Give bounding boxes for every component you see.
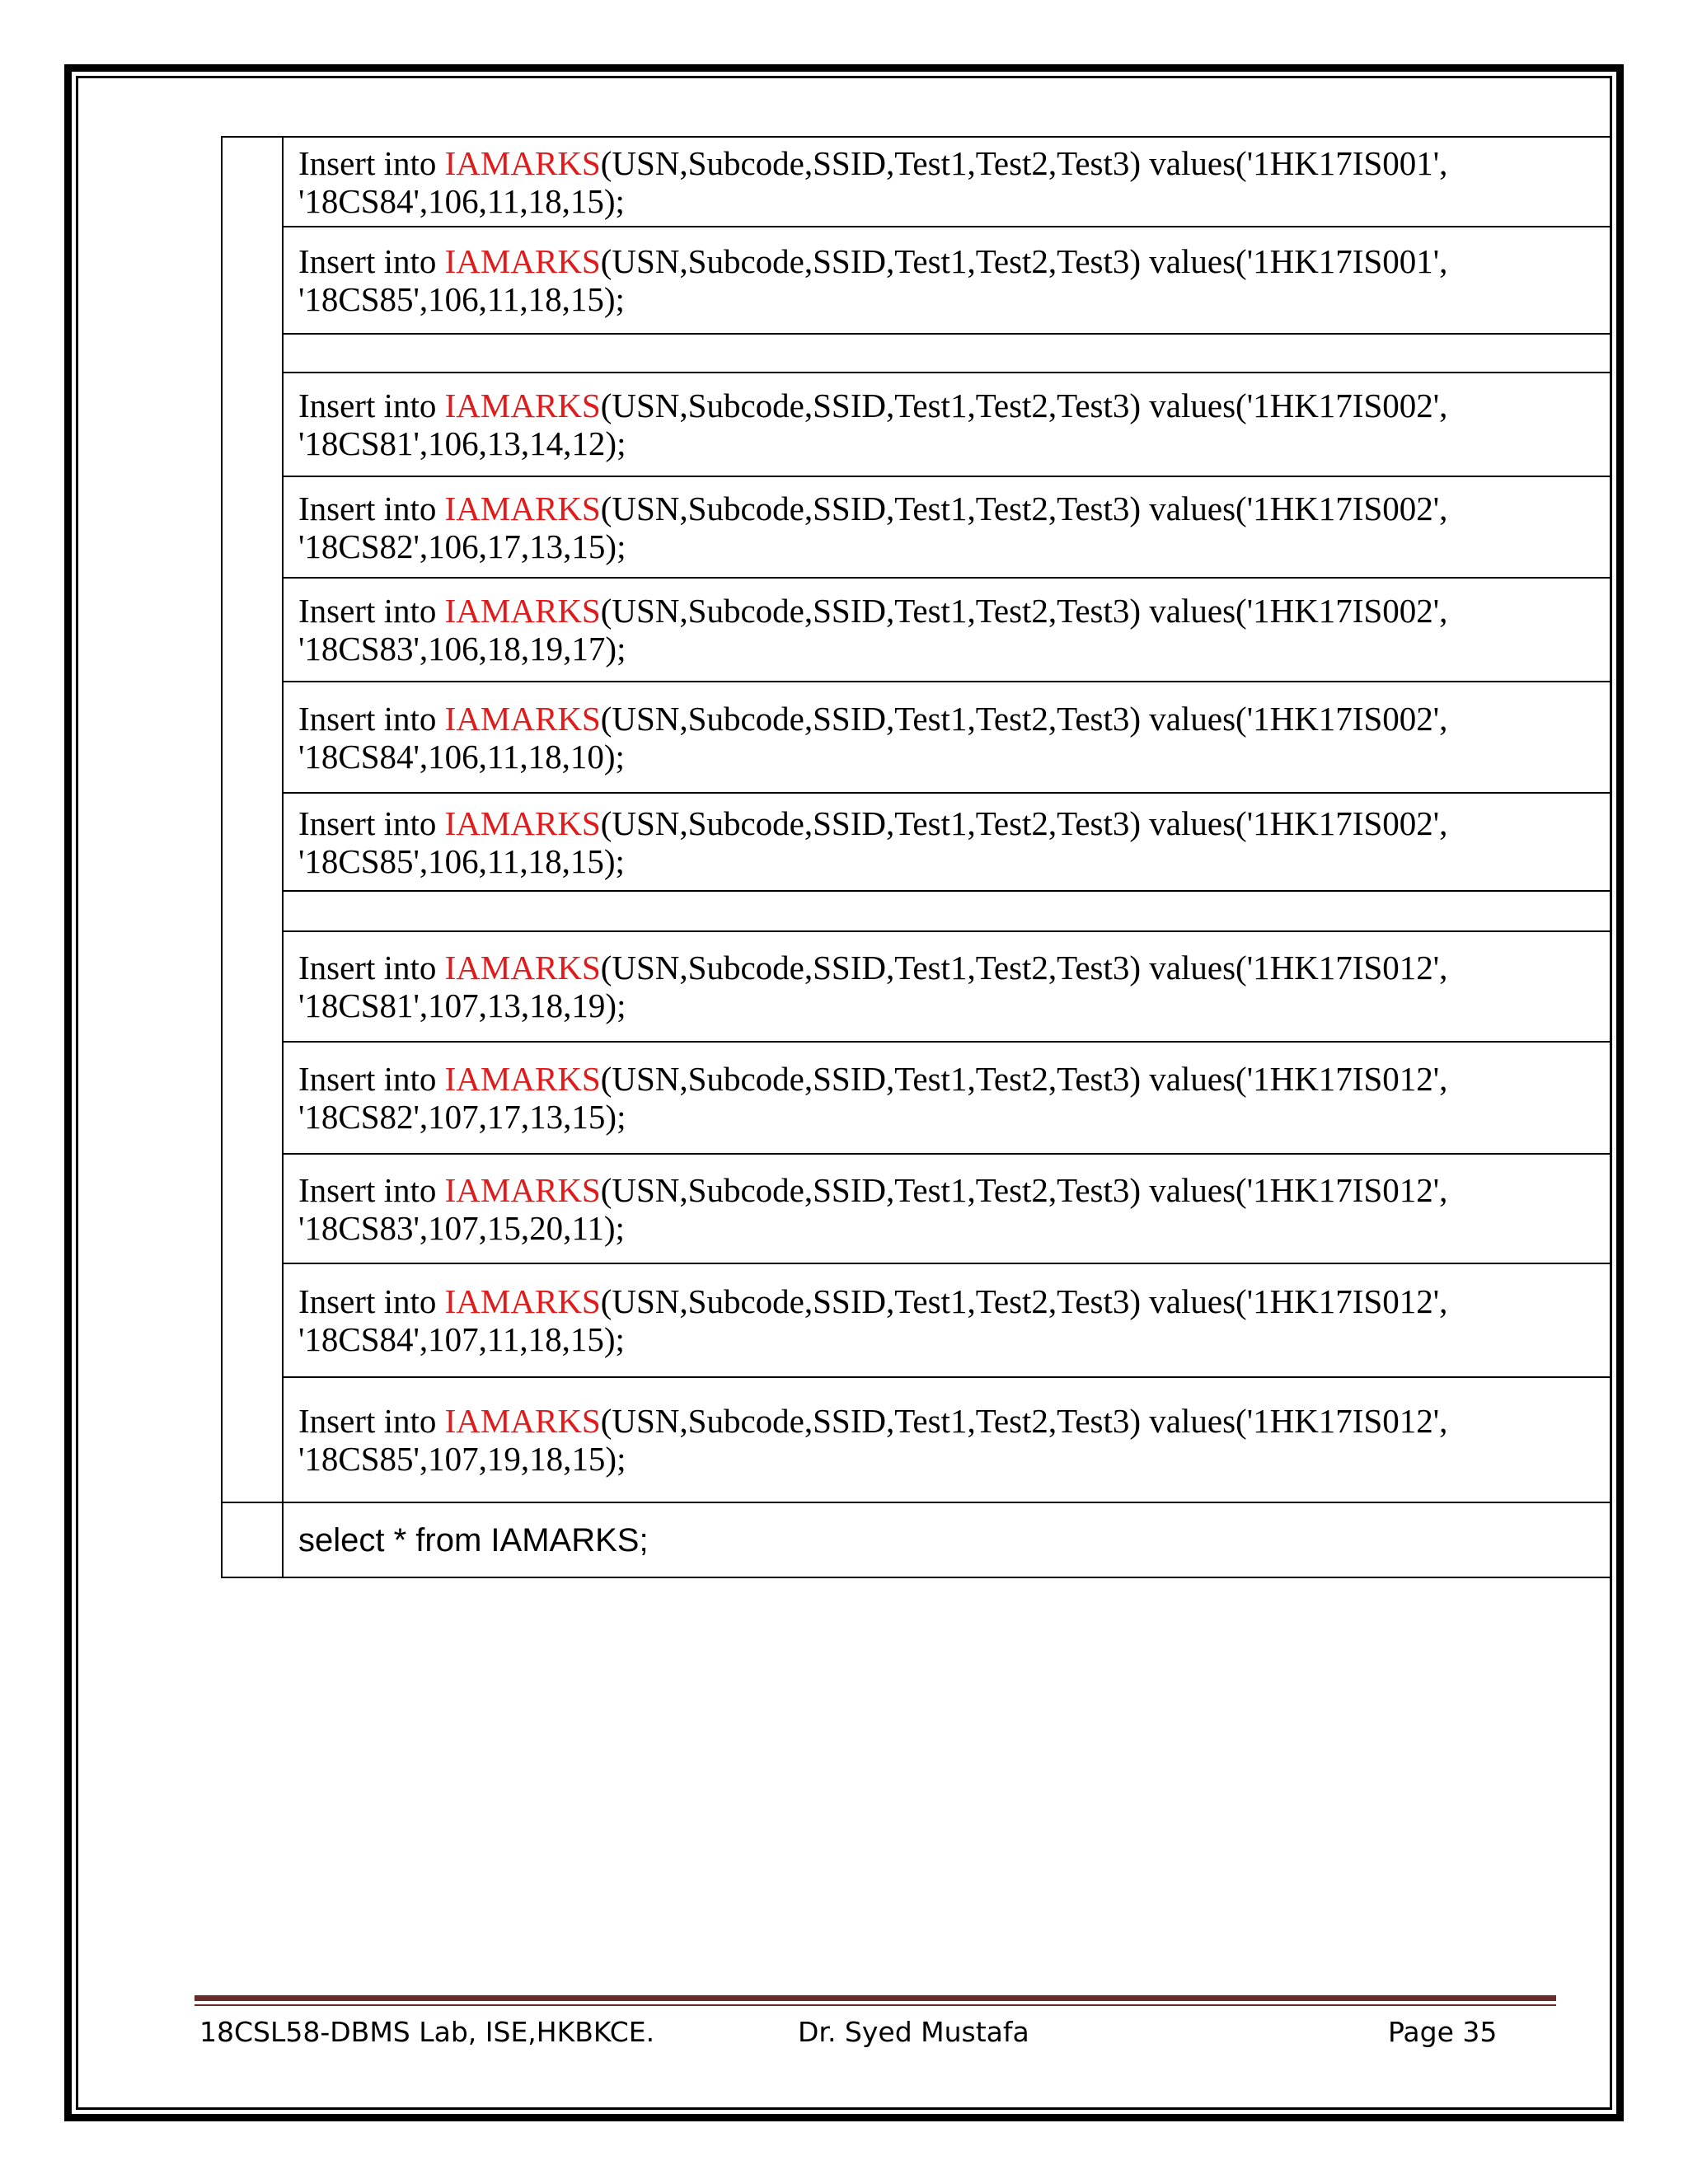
sql-statement: Insert into IAMARKS(USN,Subcode,SSID,Test1,Test2,Test3) values('1HK17IS012', '18CS81',107,13,18,19); (283, 931, 1611, 1042)
sql-statement: Insert into IAMARKS(USN,Subcode,SSID,Test1,Test2,Test3) values('1HK17IS002', '18CS85',106,11,18,15); (283, 793, 1611, 891)
insert-block-number-cell (222, 137, 283, 1502)
table-name: IAMARKS (444, 592, 601, 630)
table-name: IAMARKS (444, 1060, 601, 1098)
sql-statement: Insert into IAMARKS(USN,Subcode,SSID,Test1,Test2,Test3) values('1HK17IS002', '18CS82',106,17,13,15); (283, 476, 1611, 578)
sql-statement: Insert into IAMARKS(USN,Subcode,SSID,Test1,Test2,Test3) values('1HK17IS001', '18CS84',106,11,18,15); (283, 137, 1611, 227)
table-name: IAMARKS (444, 1170, 601, 1209)
table-name: IAMARKS (444, 949, 601, 987)
table-name: IAMARKS (444, 489, 601, 527)
table-name: IAMARKS (444, 1282, 601, 1320)
sql-statement: Insert into IAMARKS(USN,Subcode,SSID,Test1,Test2,Test3) values('1HK17IS002', '18CS83',106,18,19,17); (283, 578, 1611, 682)
page-number: Page 35 (1388, 2016, 1498, 2048)
blank-separator-row (283, 334, 1611, 373)
table-name: IAMARKS (444, 143, 601, 182)
sql-statement: Insert into IAMARKS(USN,Subcode,SSID,Test1,Test2,Test3) values('1HK17IS002', '18CS84',106,11,18,10); (283, 682, 1611, 793)
footer-rule (195, 1995, 1556, 2001)
table-name: IAMARKS (444, 242, 601, 280)
sql-statement: Insert into IAMARKS(USN,Subcode,SSID,Test1,Test2,Test3) values('1HK17IS012', '18CS84',107,11,18,15); (283, 1263, 1611, 1377)
table-name: IAMARKS (444, 804, 601, 842)
select-block-number-cell (222, 1502, 283, 1577)
table-name: IAMARKS (444, 1402, 601, 1440)
sql-statement: Insert into IAMARKS(USN,Subcode,SSID,Test1,Test2,Test3) values('1HK17IS012', '18CS82',107,17,13,15); (283, 1042, 1611, 1154)
footer-rule-thin (195, 2004, 1556, 2006)
sql-code-table (221, 136, 1611, 1578)
table-name: IAMARKS (444, 387, 601, 424)
table-name: IAMARKS (444, 699, 601, 738)
footer-course: 18CSL58-DBMS Lab, ISE,HKBKCE. (199, 2016, 655, 2048)
select-statement: select * from IAMARKS; (283, 1502, 1611, 1577)
sql-statement: Insert into IAMARKS(USN,Subcode,SSID,Test1,Test2,Test3) values('1HK17IS001', '18CS85',106,11,18,15); (283, 227, 1611, 334)
sql-statement: Insert into IAMARKS(USN,Subcode,SSID,Test1,Test2,Test3) values('1HK17IS002', '18CS81',106,13,14,12); (283, 373, 1611, 476)
footer-author: Dr. Syed Mustafa (798, 2016, 1029, 2048)
sql-statement: Insert into IAMARKS(USN,Subcode,SSID,Test1,Test2,Test3) values('1HK17IS012', '18CS83',107,15,20,11); (283, 1154, 1611, 1263)
blank-separator-row (283, 891, 1611, 931)
sql-statement: Insert into IAMARKS(USN,Subcode,SSID,Test1,Test2,Test3) values('1HK17IS012', '18CS85',107,19,18,15); (283, 1377, 1611, 1502)
